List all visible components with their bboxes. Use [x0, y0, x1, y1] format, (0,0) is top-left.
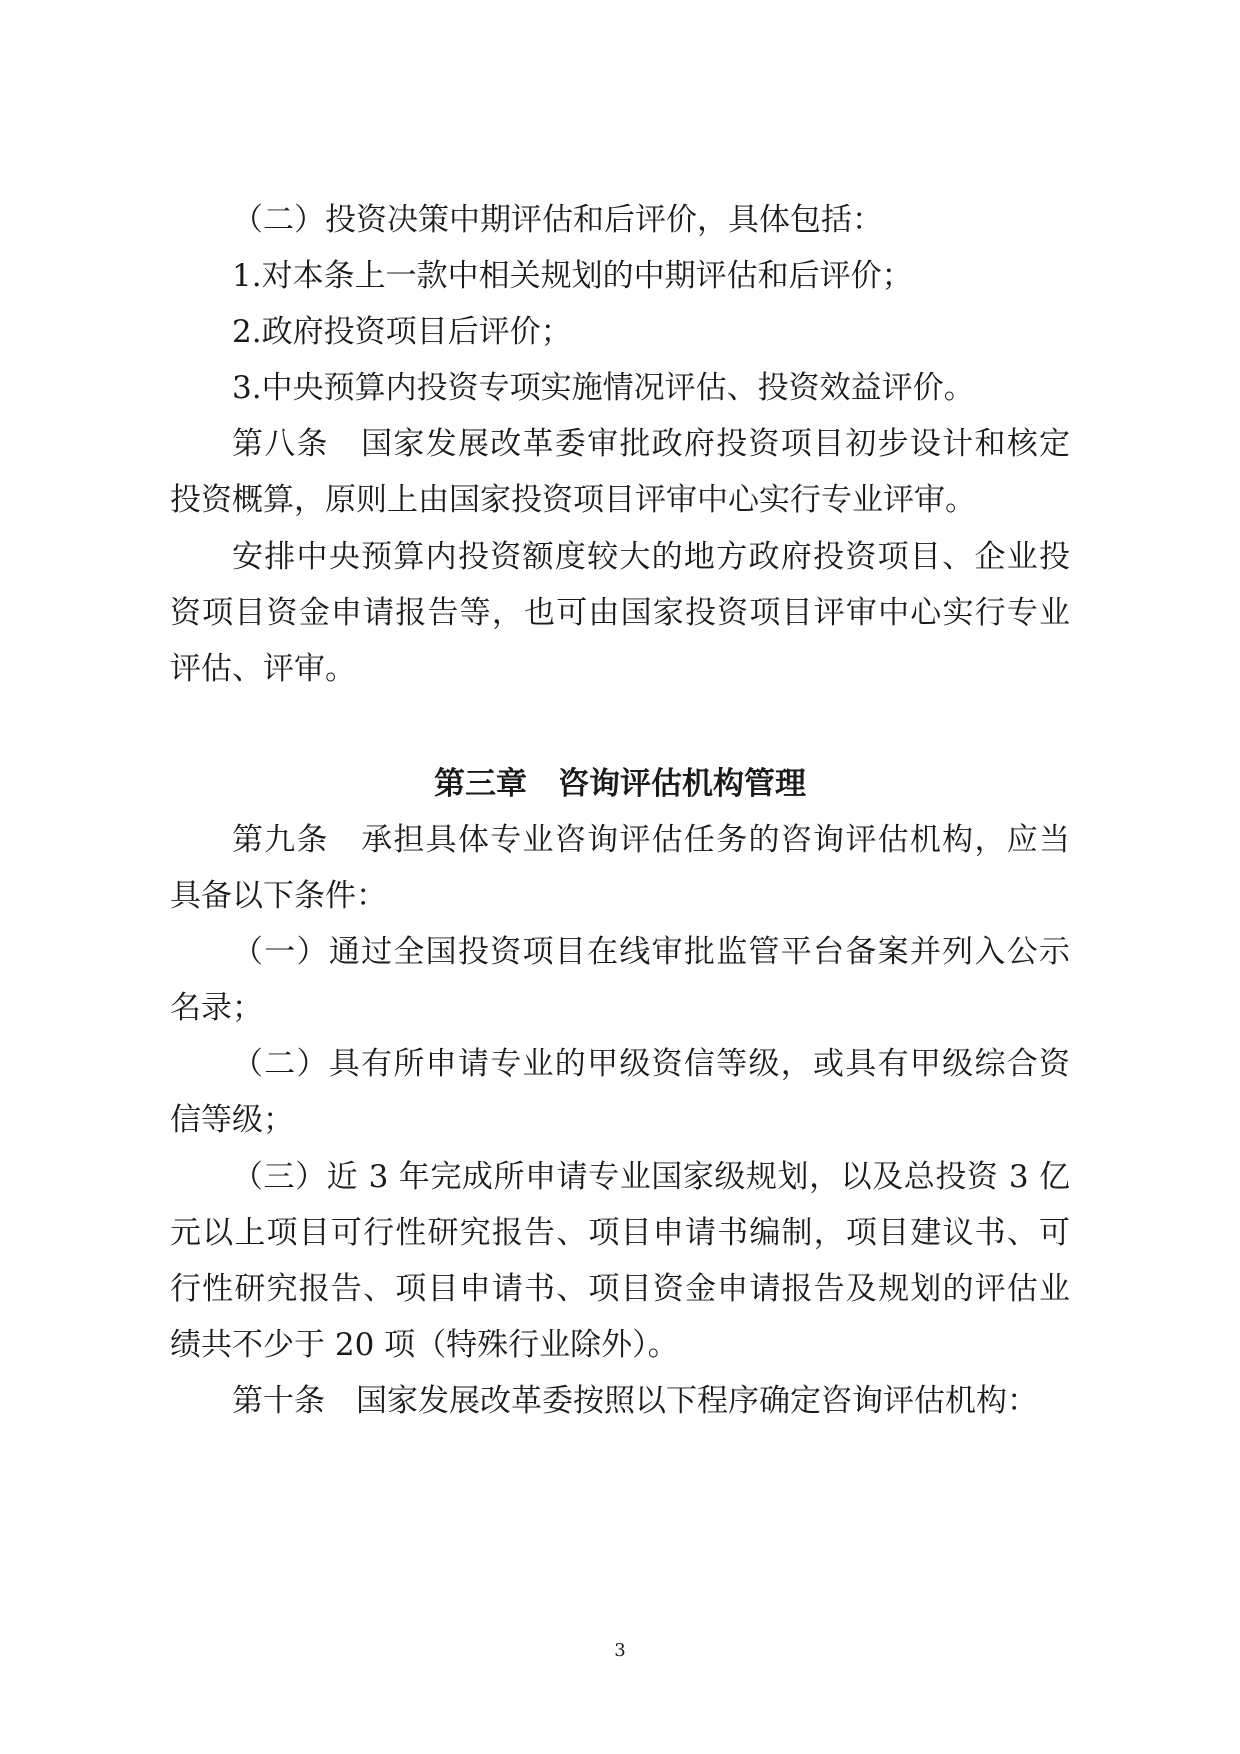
- paragraph-line: （二）投资决策中期评估和后评价，具体包括：: [232, 202, 883, 238]
- paragraph-line: 评估、评审。: [170, 651, 356, 687]
- page-number: 3: [614, 1640, 626, 1661]
- list-item-line: 行性研究报告、项目申请书、项目资金申请报告及规划的评估业: [170, 1271, 1070, 1307]
- list-item-line: （三）近 3 年完成所申请专业国家级规划，以及总投资 3 亿: [232, 1159, 1070, 1195]
- list-item-line: 名录；: [170, 990, 263, 1026]
- list-item-line: 信等级；: [170, 1102, 294, 1138]
- list-item-line: （二）具有所申请专业的甲级资信等级，或具有甲级综合资: [232, 1046, 1070, 1082]
- paragraph-line: 1.对本条上一款中相关规划的中期评估和后评价；: [232, 258, 913, 294]
- article-10-line: 第十条 国家发展改革委按照以下程序确定咨询评估机构：: [232, 1383, 1038, 1419]
- paragraph-line: 3.中央预算内投资专项实施情况评估、投资效益评价。: [232, 370, 975, 406]
- paragraph-line: 资项目资金申请报告等，也可由国家投资项目评审中心实行专业: [170, 595, 1070, 631]
- list-item-line: 绩共不少于 20 项（特殊行业除外）。: [170, 1327, 679, 1363]
- article-8-line: 投资概算，原则上由国家投资项目评审中心实行专业评审。: [170, 482, 976, 518]
- article-9-line: 具备以下条件：: [170, 878, 387, 914]
- paragraph-line: 安排中央预算内投资额度较大的地方政府投资项目、企业投: [232, 539, 1070, 575]
- article-8-line: 第八条 国家发展改革委审批政府投资项目初步设计和核定: [232, 426, 1070, 462]
- article-9-line: 第九条 承担具体专业咨询评估任务的咨询评估机构，应当: [232, 822, 1070, 858]
- list-item-line: 元以上项目可行性研究报告、项目申请书编制，项目建议书、可: [170, 1215, 1070, 1251]
- chapter-heading: 第三章 咨询评估机构管理: [434, 766, 806, 802]
- list-item-line: （一）通过全国投资项目在线审批监管平台备案并列入公示: [232, 934, 1070, 970]
- paragraph-line: 2.政府投资项目后评价；: [232, 314, 572, 350]
